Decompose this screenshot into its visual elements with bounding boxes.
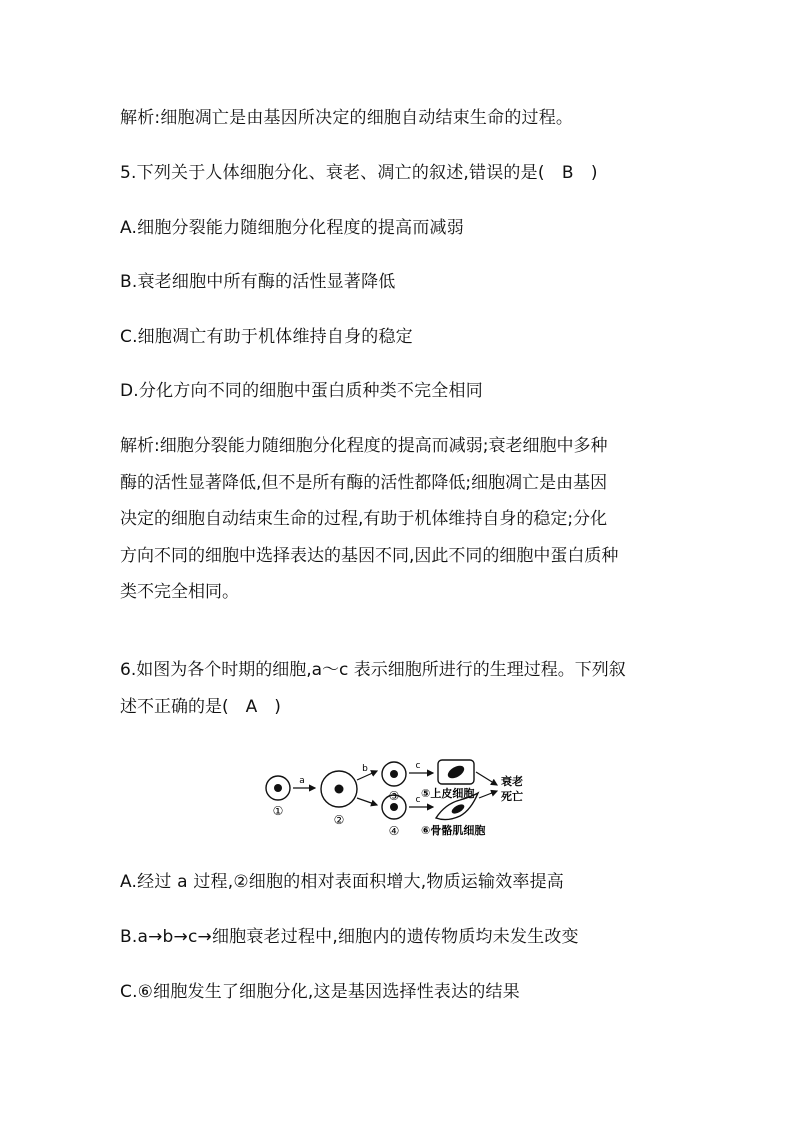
cell-3 — [382, 762, 406, 786]
q6-option-b: B.a→b→c→细胞衰老过程中,细胞内的遗传物质均未发生改变 — [120, 927, 579, 947]
arrow-b-label: b — [362, 764, 368, 774]
cell-1 — [266, 776, 290, 800]
arrow-a-label: a — [299, 776, 305, 786]
arrow-c-bottom-label: c — [415, 795, 421, 805]
epithelial-cell — [438, 760, 474, 784]
q5-option-a: A.细胞分裂能力随细胞分化程度的提高而减弱 — [120, 218, 464, 238]
q5-option-c: C.细胞凋亡有助于机体维持自身的稳定 — [120, 327, 413, 347]
q4-analysis: 解析:细胞凋亡是由基因所决定的细胞自动结束生命的过程。 — [120, 108, 574, 128]
q6-option-c: C.⑥细胞发生了细胞分化,这是基因选择性表达的结果 — [120, 982, 520, 1002]
cell-4-label: ④ — [388, 824, 400, 838]
q6-stem-line: 6.如图为各个时期的细胞,a～c 表示细胞所进行的生理过程。下列叙 — [120, 660, 626, 680]
q5-analysis-line: 解析:细胞分裂能力随细胞分化程度的提高而减弱;衰老细胞中多种 — [120, 436, 608, 456]
q5-analysis-line: 酶的活性显著降低,但不是所有酶的活性都降低;细胞凋亡是由基因 — [120, 472, 608, 493]
outcome-aging: 衰老 — [501, 775, 523, 788]
q5-analysis-line: 决定的细胞自动结束生命的过程,有助于机体维持自身的稳定;分化 — [120, 509, 608, 529]
arrow-b-bottom — [357, 798, 377, 805]
q6-option-a: A.经过 a 过程,②细胞的相对表面积增大,物质运输效率提高 — [120, 872, 565, 892]
q5-option-d: D.分化方向不同的细胞中蛋白质种类不完全相同 — [120, 381, 483, 401]
muscle-cell-label: ⑥骨骼肌细胞 — [421, 824, 486, 837]
arrow-to-outcome-top — [476, 772, 497, 785]
outcome-death: 死亡 — [501, 790, 523, 803]
cell-1-label: ① — [272, 804, 284, 818]
q5-analysis-line: 方向不同的细胞中选择表达的基因不同,因此不同的细胞中蛋白质种 — [120, 545, 619, 566]
cell-2-label: ② — [333, 813, 345, 827]
cell-3-label: ③ — [388, 789, 400, 803]
arrow-c-top-label: c — [415, 761, 421, 771]
cell-process-diagram — [255, 758, 523, 842]
q6-stem-line: 述不正确的是( A ) — [120, 696, 281, 717]
q6-stem — [120, 659, 680, 732]
q5-analysis-line: 类不完全相同。 — [120, 582, 239, 602]
cell-2 — [321, 771, 357, 807]
q5-option-b: B.衰老细胞中所有酶的活性显著降低 — [120, 272, 396, 292]
q5-analysis — [120, 435, 680, 618]
arrow-to-outcome-bottom — [479, 791, 497, 798]
epithelial-cell-label: ⑤上皮细胞 — [421, 787, 475, 800]
q5-stem: 5.下列关于人体细胞分化、衰老、凋亡的叙述,错误的是( B ) — [120, 163, 598, 183]
